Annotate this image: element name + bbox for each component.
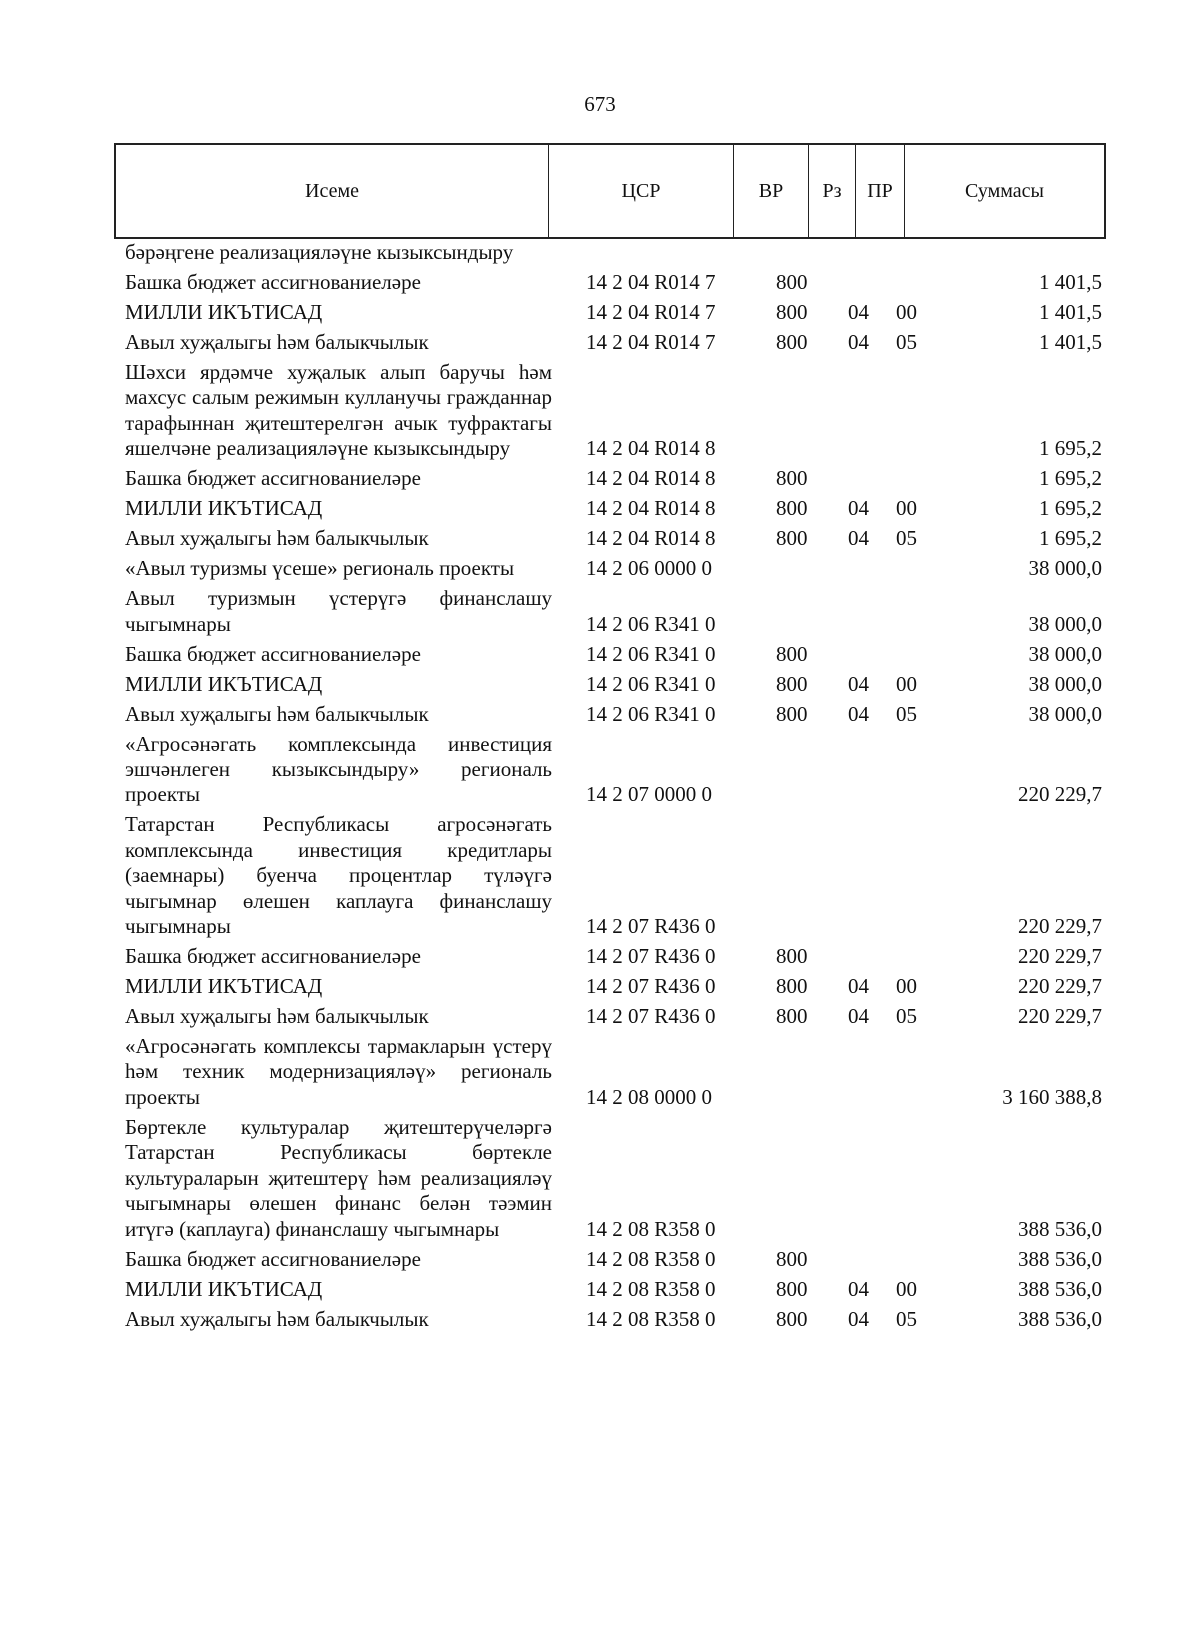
cell-csr: 14 2 08 R358 0: [586, 1246, 716, 1271]
table-row: [0, 240, 1200, 265]
table-row: [0, 526, 1200, 551]
cell-sum: 1 695,2: [1039, 496, 1102, 521]
table-row: [0, 1004, 1200, 1029]
header-rz: Рз: [809, 145, 856, 237]
cell-rz: 04: [848, 1004, 869, 1029]
cell-sum: 1 401,5: [1039, 270, 1102, 294]
cell-sum: 1 695,2: [1039, 436, 1102, 461]
table-row: [0, 360, 1200, 462]
cell-vr: 800: [776, 944, 808, 969]
cell-sum: 388 536,0: [1018, 1246, 1102, 1271]
cell-name: Авыл хуҗалыгы һәм балыкчылык: [125, 701, 429, 726]
cell-csr: 14 2 07 R436 0: [586, 944, 716, 969]
cell-csr: 14 2 08 R358 0: [586, 1276, 716, 1301]
header-pr: ПР: [856, 145, 905, 237]
cell-rz: 04: [848, 1306, 869, 1331]
table-row: [0, 732, 1200, 808]
cell-sum: 38 000,0: [1028, 611, 1102, 636]
table-row: [0, 1307, 1200, 1332]
cell-rz: 04: [848, 1276, 869, 1301]
cell-csr: 14 2 04 R014 7: [586, 270, 716, 294]
table-row: [0, 330, 1200, 355]
cell-sum: 38 000,0: [1028, 701, 1102, 726]
cell-name: Авыл хуҗалыгы һәм балыкчылык: [125, 1004, 429, 1029]
cell-rz: 04: [848, 701, 869, 726]
cell-vr: 800: [776, 641, 808, 666]
cell-name: Авыл хуҗалыгы һәм балыкчылык: [125, 526, 429, 551]
cell-csr: 14 2 07 R436 0: [586, 974, 716, 999]
cell-name: Башка бюджет ассигнованиеләре: [125, 944, 421, 969]
cell-vr: 800: [776, 1246, 808, 1271]
table-body: [0, 240, 1200, 1337]
cell-csr: 14 2 07 R436 0: [586, 1004, 716, 1029]
cell-csr: 14 2 04 R014 7: [586, 330, 716, 354]
cell-name: МИЛЛИ ИКЪТИСАД: [125, 1276, 323, 1301]
header-name: Исеме: [116, 145, 549, 237]
cell-csr: 14 2 04 R014 8: [586, 436, 716, 461]
cell-name: Шәхси ярдәмче хуҗалык алып баручы һәм махсус салым режимын кулланучы гражданнар тарафыннан җитештерелгән ачык туфрактагы яшелчәне реализацияләүне кызыксындыру: [125, 360, 552, 461]
cell-rz: 04: [848, 300, 869, 324]
cell-name: Авыл хуҗалыгы һәм балыкчылык: [125, 330, 429, 354]
cell-vr: 800: [776, 300, 808, 324]
cell-vr: 800: [776, 1276, 808, 1301]
cell-sum: 388 536,0: [1018, 1216, 1102, 1241]
cell-csr: 14 2 08 R358 0: [586, 1306, 716, 1331]
cell-sum: 220 229,7: [1018, 1004, 1102, 1029]
cell-sum: 220 229,7: [1018, 944, 1102, 969]
cell-csr: 14 2 06 0000 0: [586, 556, 712, 581]
table-row: [0, 702, 1200, 727]
cell-pr: 05: [896, 330, 917, 354]
header-csr: ЦСР: [549, 145, 734, 237]
cell-pr: 05: [896, 526, 917, 551]
cell-name: Авыл хуҗалыгы һәм балыкчылык: [125, 1306, 429, 1331]
table-row: [0, 1277, 1200, 1302]
cell-name: Бөртекле культуралар җитештерүчеләргә Татарстан Республикасы бөртекле культураларын җитештерү һәм реализацияләү чыгымнары өлешен финанс белән тәэмин итүгә (каплауга) финанслашу чыгымнары: [125, 1114, 552, 1241]
cell-pr: 00: [896, 300, 917, 324]
table-row: [0, 556, 1200, 581]
table-row: [0, 270, 1200, 295]
header-sum: Суммасы: [965, 179, 1044, 202]
cell-sum: 38 000,0: [1028, 641, 1102, 666]
cell-csr: 14 2 06 R341 0: [586, 671, 716, 696]
cell-rz: 04: [848, 974, 869, 999]
cell-name: «Авыл туризмы үсеше» региональ проекты: [125, 556, 515, 581]
cell-vr: 800: [776, 270, 808, 294]
cell-csr: 14 2 08 0000 0: [586, 1084, 712, 1109]
cell-csr: 14 2 06 R341 0: [586, 641, 716, 666]
cell-sum: 388 536,0: [1018, 1306, 1102, 1331]
cell-vr: 800: [776, 330, 808, 354]
page-number: 673: [584, 92, 616, 116]
table-row: [0, 586, 1200, 637]
cell-rz: 04: [848, 526, 869, 551]
cell-name: Авыл туризмын үстерүгә финанслашу чыгымнары: [125, 586, 552, 636]
cell-vr: 800: [776, 526, 808, 551]
cell-vr: 800: [776, 1004, 808, 1029]
cell-sum: 38 000,0: [1028, 671, 1102, 696]
table-row: [0, 300, 1200, 325]
cell-pr: 00: [896, 671, 917, 696]
cell-name: МИЛЛИ ИКЪТИСАД: [125, 974, 323, 999]
header-vr: ВР: [734, 145, 809, 237]
cell-csr: 14 2 08 R358 0: [586, 1216, 716, 1241]
table-header: [114, 143, 1106, 239]
cell-pr: 05: [896, 1306, 917, 1331]
cell-vr: 800: [776, 1306, 808, 1331]
cell-sum: 1 401,5: [1039, 300, 1102, 324]
table-row: [0, 1034, 1200, 1110]
cell-name: Башка бюджет ассигнованиеләре: [125, 270, 421, 294]
table-row: [0, 496, 1200, 521]
cell-sum: 38 000,0: [1028, 556, 1102, 581]
cell-vr: 800: [776, 701, 808, 726]
cell-csr: 14 2 07 R436 0: [586, 914, 716, 939]
cell-vr: 800: [776, 671, 808, 696]
cell-name: Татарстан Республикасы агросәнәгать комплексында инвестиция кредитлары (заемнары) буенча процентлар түләүгә чыгымнар өлешен каплауга финанслашу чыгымнары: [125, 812, 552, 939]
cell-pr: 00: [896, 1276, 917, 1301]
cell-pr: 00: [896, 974, 917, 999]
cell-csr: 14 2 04 R014 8: [586, 466, 716, 491]
cell-vr: 800: [776, 974, 808, 999]
cell-vr: 800: [776, 466, 808, 491]
table-row: [0, 642, 1200, 667]
table-row: [0, 812, 1200, 939]
cell-sum: 220 229,7: [1018, 914, 1102, 939]
table-row: [0, 466, 1200, 491]
table-row: [0, 974, 1200, 999]
cell-name: бәрәңгене реализацияләүне кызыксындыру: [125, 240, 514, 264]
cell-name: МИЛЛИ ИКЪТИСАД: [125, 496, 323, 521]
cell-sum: 220 229,7: [1018, 782, 1102, 807]
cell-csr: 14 2 04 R014 7: [586, 300, 716, 324]
cell-csr: 14 2 04 R014 8: [586, 496, 716, 521]
cell-sum: 3 160 388,8: [1002, 1084, 1102, 1109]
cell-name: МИЛЛИ ИКЪТИСАД: [125, 671, 323, 696]
table-row: [0, 944, 1200, 969]
cell-pr: 00: [896, 496, 917, 521]
cell-name: Башка бюджет ассигнованиеләре: [125, 1246, 421, 1271]
cell-vr: 800: [776, 496, 808, 521]
cell-sum: 1 695,2: [1039, 526, 1102, 551]
cell-name: Башка бюджет ассигнованиеләре: [125, 466, 421, 491]
cell-csr: 14 2 06 R341 0: [586, 611, 716, 636]
cell-sum: 1 695,2: [1039, 466, 1102, 491]
cell-pr: 05: [896, 701, 917, 726]
cell-name: «Агросәнәгать комплексы тармакларын үстерү һәм техник модернизацияләү» региональ проекты: [125, 1034, 552, 1109]
cell-pr: 05: [896, 1004, 917, 1029]
cell-name: Башка бюджет ассигнованиеләре: [125, 641, 421, 666]
cell-sum: 388 536,0: [1018, 1276, 1102, 1301]
cell-name: «Агросәнәгать комплексында инвестиция эшчәнлеген кызыксындыру» региональ проекты: [125, 731, 552, 807]
cell-rz: 04: [848, 496, 869, 521]
table-row: [0, 1247, 1200, 1272]
table-row: [0, 1115, 1200, 1242]
cell-rz: 04: [848, 330, 869, 354]
cell-rz: 04: [848, 671, 869, 696]
cell-csr: 14 2 06 R341 0: [586, 701, 716, 726]
cell-name: МИЛЛИ ИКЪТИСАД: [125, 300, 323, 324]
cell-sum: 220 229,7: [1018, 974, 1102, 999]
table-row: [0, 672, 1200, 697]
cell-sum: 1 401,5: [1039, 330, 1102, 354]
cell-csr: 14 2 07 0000 0: [586, 782, 712, 807]
cell-csr: 14 2 04 R014 8: [586, 526, 716, 551]
